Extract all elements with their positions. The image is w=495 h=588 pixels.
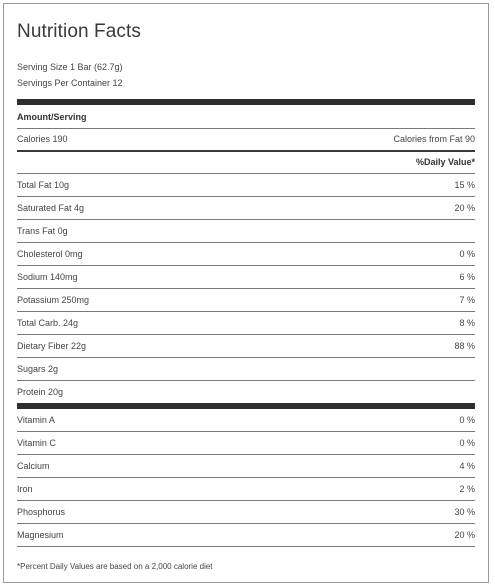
nutrient-name: Sodium 140mg	[17, 272, 78, 282]
vitamin-dv: 0 %	[459, 415, 475, 425]
vitamin-name: Phosphorus	[17, 507, 66, 517]
vitamin-row	[17, 524, 475, 547]
vitamin-dv: 0 %	[459, 438, 475, 448]
daily-value-header-row	[17, 151, 475, 174]
vitamin-name: Magnesium	[17, 530, 64, 540]
vitamin-name: Iron	[17, 484, 33, 494]
nutrient-dv: 6 %	[459, 272, 475, 282]
vitamin-row	[17, 501, 475, 524]
amount-serving-label: Amount/Serving	[17, 112, 87, 122]
nutrient-dv: 88 %	[454, 341, 475, 351]
vitamin-dv: 30 %	[454, 507, 475, 517]
amount-serving-row	[17, 106, 475, 129]
vitamin-name: Vitamin C	[17, 438, 56, 448]
calories-from-fat-label: Calories from Fat 90	[393, 134, 475, 144]
servings-per-container: Servings Per Container 12	[17, 78, 123, 88]
vitamin-row	[17, 478, 475, 501]
nutrient-row	[17, 174, 475, 197]
nutrition-facts-panel	[3, 3, 489, 583]
serving-size: Serving Size 1 Bar (62.7g)	[17, 62, 123, 72]
nutrient-name: Potassium 250mg	[17, 295, 90, 305]
calories-row	[17, 128, 475, 152]
nutrient-row	[17, 266, 475, 289]
vitamin-dv: 20 %	[454, 530, 475, 540]
nutrient-row	[17, 335, 475, 358]
nutrient-name: Dietary Fiber 22g	[17, 341, 87, 351]
nutrient-dv: 15 %	[454, 180, 475, 190]
vitamin-row	[17, 432, 475, 455]
calories-label: Calories 190	[17, 134, 68, 144]
nutrient-dv: 0 %	[459, 249, 475, 259]
nutrient-dv: 7 %	[459, 295, 475, 305]
vitamin-name: Vitamin A	[17, 415, 55, 425]
nutrient-row	[17, 381, 475, 403]
vitamin-dv: 2 %	[459, 484, 475, 494]
thick-divider-top	[17, 99, 475, 105]
nutrient-name: Sugars 2g	[17, 364, 59, 374]
nutrient-dv: 8 %	[459, 318, 475, 328]
nutrition-title: Nutrition Facts	[17, 21, 141, 42]
vitamin-dv: 4 %	[459, 461, 475, 471]
vitamin-name: Calcium	[17, 461, 50, 471]
nutrient-name: Total Carb. 24g	[17, 318, 79, 328]
nutrient-name: Cholesterol 0mg	[17, 249, 83, 259]
vitamin-row	[17, 409, 475, 432]
vitamin-row	[17, 455, 475, 478]
nutrient-name: Trans Fat 0g	[17, 226, 68, 236]
nutrient-row	[17, 197, 475, 220]
nutrient-row	[17, 312, 475, 335]
nutrient-name: Saturated Fat 4g	[17, 203, 85, 213]
nutrient-name: Protein 20g	[17, 387, 64, 397]
nutrient-row	[17, 358, 475, 381]
nutrient-row	[17, 243, 475, 266]
nutrient-name: Total Fat 10g	[17, 180, 70, 190]
nutrient-row	[17, 220, 475, 243]
nutrient-dv: 20 %	[454, 203, 475, 213]
nutrient-row	[17, 289, 475, 312]
daily-value-header: %Daily Value*	[415, 157, 475, 167]
footnote: *Percent Daily Values are based on a 2,000 calorie diet	[17, 562, 213, 571]
